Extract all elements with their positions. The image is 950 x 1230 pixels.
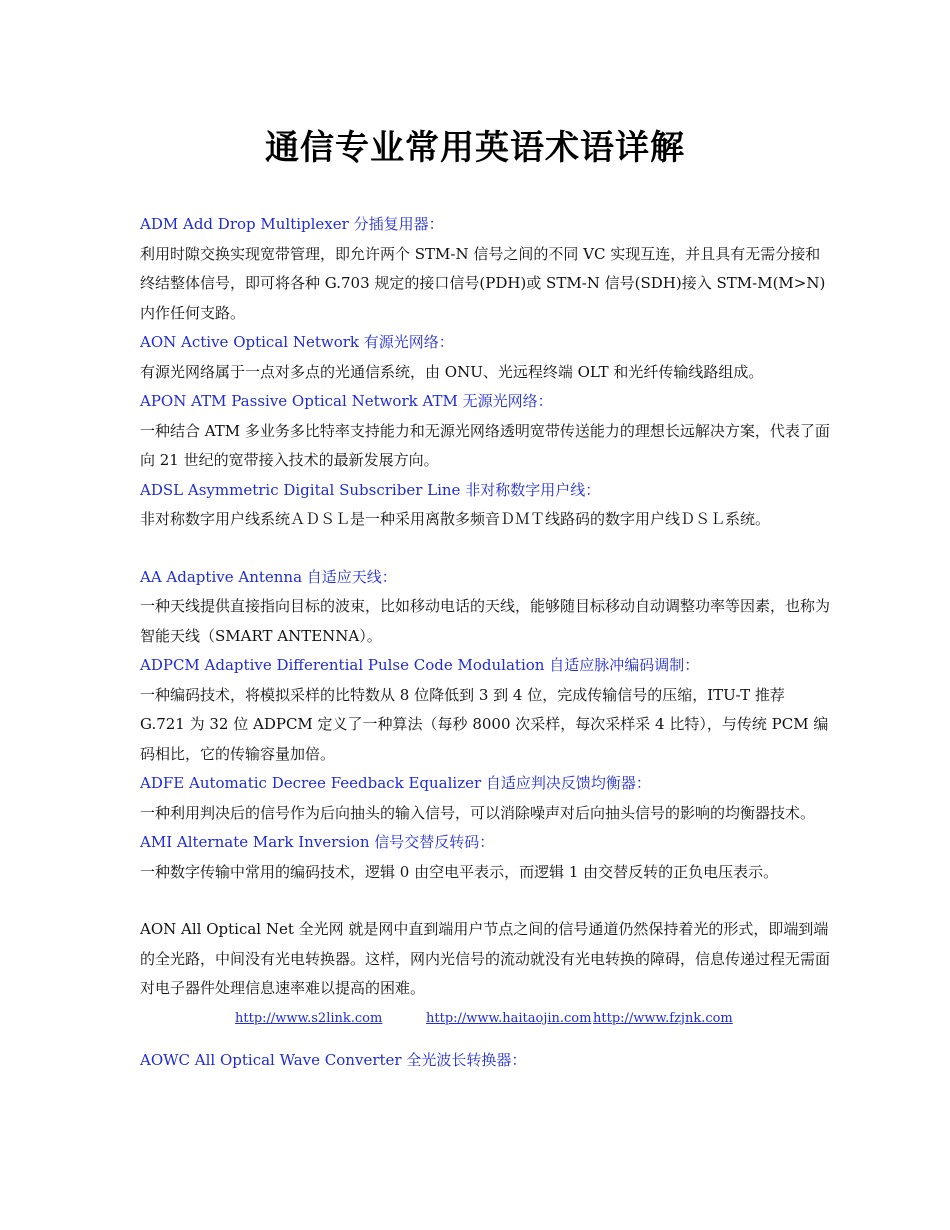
term-heading-adm: ADM Add Drop Multiplexer 分插复用器：	[140, 215, 444, 233]
term-heading-adfe: ADFE Automatic Decree Feedback Equalizer 自适应判决反馈均衡器：	[140, 774, 651, 792]
term-definition-adm: 利用时隙交换实现宽带管理，即允许两个 STM-N 信号之间的不同 VC 实现互连，并且具有无需分接和终结整体信号，即可将各种 G.703 规定的接口信号(PDH)或 STM-N 信号(SDH)接入 STM-M(M>N)内作任何支路。	[140, 244, 826, 322]
term-definition-adsl: 非对称数字用户线系统ＡＤＳＬ是一种采用离散多频音ＤＭＴ线路码的数字用户线ＤＳＬ系统。	[140, 510, 771, 528]
document-title: 通信专业常用英语术语详解	[265, 128, 685, 168]
link-haitaojin[interactable]: http://www.haitaojin.com	[426, 1010, 592, 1026]
term-definition-adpcm: 一种编码技术，将模拟采样的比特数从 8 位降低到 3 到 4 位，完成传输信号的压缩，ITU-T 推荐 G.721 为 32 位 ADPCM 定义了一种算法（每秒 8000 次采样，每次采样采 4 比特），与传统 PCM 编码相比，它的传输容量加倍。	[140, 685, 829, 763]
paragraph-gap	[140, 887, 830, 915]
document-body	[140, 210, 830, 1075]
term-heading-aa: AA Adaptive Antenna 自适应天线：	[140, 567, 397, 586]
term-heading-ami: AMI Alternate Mark Inversion 信号交替反转码：	[140, 833, 495, 851]
term-definition-apon: 一种结合 ATM 多业务多比特率支持能力和无源光网络透明宽带传送能力的理想长远解决方案，代表了面向 21 世纪的宽带接入技术的最新发展方向。	[140, 421, 830, 469]
aon-all-optical-note: AON All Optical Net 全光网 就是网中直到端用户节点之间的信号通道仍然保持着光的形式，即端到端的全光路，中间没有光电转换器。这样，网内光信号的流动就没有光电转换的障碍，信息传递过程无需面对电子器件处理信息速率难以提高的困难。	[140, 920, 831, 997]
paragraph-gap	[140, 1034, 830, 1046]
term-heading-adsl: ADSL Asymmetric Digital Subscriber Line 非对称数字用户线：	[140, 480, 601, 499]
term-definition-aon-active: 有源光网络属于一点对多点的光通信系统，由 ONU、光远程终端 OLT 和光纤传输线路组成。	[140, 362, 764, 381]
term-heading-adpcm: ADPCM Adaptive Differential Pulse Code Modulation 自适应脉冲编码调制：	[140, 656, 700, 674]
term-heading-apon: APON ATM Passive Optical Network ATM 无源光网络：	[140, 392, 553, 410]
paragraph-gap	[140, 535, 830, 563]
link-s2link[interactable]: http://www.s2link.com	[235, 1010, 383, 1026]
term-heading-aon-active: AON Active Optical Network 有源光网络：	[140, 333, 454, 351]
term-definition-ami: 一种数字传输中常用的编码技术，逻辑 0 由空电平表示，而逻辑 1 由交替反转的正负电压表示。	[140, 862, 779, 881]
footer-links	[140, 1004, 830, 1034]
term-heading-aowc: AOWC All Optical Wave Converter 全光波长转换器：	[140, 1050, 527, 1069]
term-definition-aa: 一种天线提供直接指向目标的波束，比如移动电话的天线，能够随目标移动自动调整功率等因素，也称为智能天线（SMART ANTENNA）。	[140, 597, 831, 645]
link-fzjnk[interactable]: http://www.fzjnk.com	[593, 1010, 733, 1026]
term-definition-adfe: 一种利用判决后的信号作为后向抽头的输入信号，可以消除噪声对后向抽头信号的影响的均衡器技术。	[140, 803, 816, 822]
